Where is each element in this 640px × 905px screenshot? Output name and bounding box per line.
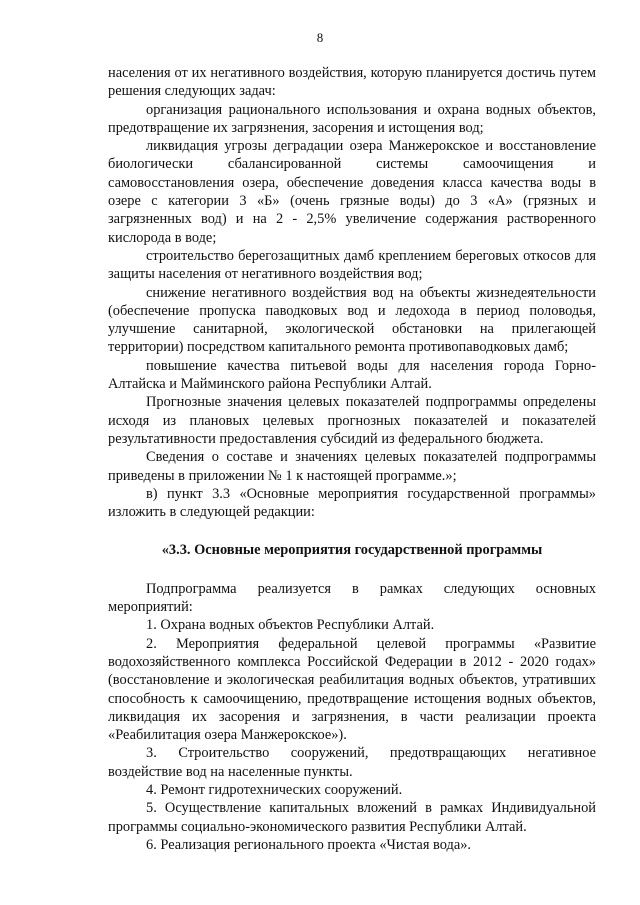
measure-item-5: 5. Осуществление капитальных вложений в рамках Индивидуальной программы социально-экономического развития Республики Алтай. [108,800,596,835]
paragraph-subprogram-intro: Подпрограмма реализуется в рамках следующих основных мероприятий: [108,580,596,616]
page-number: 8 [316,30,324,45]
measure-item-6: 6. Реализация регионального проекта «Чистая вода». [146,836,472,853]
paragraph-indicators-appendix: Сведения о составе и значениях целевых показателей подпрограммы приведены в приложении № 1 к настоящей программе.»; [108,449,596,484]
measure-item-4: 4. Ремонт гидротехнических сооружений. [146,781,403,798]
task-lake-manzherok-restoration: ликвидация угрозы деградации озера Манжерокское и восстановление биологически сбалансированной системы самоочищения и самовосстановления озера, обеспечение доведения класса качества воды в озере с категории 3 «Б» (очень грязные воды) до 3 «А» (грязных и загрязненных вод) и на 2 - 2,5% увеличение содержания растворенного кислорода в воде; [108,138,596,246]
paragraph-continuation: населения от их негативного воздействия, которую планируется достичь путем решения следующих задач: [108,65,596,100]
measure-item-2: 2. Мероприятия федеральной целевой программы «Развитие водохозяйственного комплекса Российской Федерации в 2012 - 2020 годах» (восстановление и экологическая реабилитация водных объектов, утративших способность к самоочищению, предотвращение истощения водных объектов, ликвидация их засорения и загрязнения, в части реализации проекта «Реабилитация озера Манжерокское»). [108,635,596,744]
measure-item-1: 1. Охрана водных объектов Республики Алтай. [146,617,435,634]
task-dam-construction: строительство берегозащитных дамб креплением береговых откосов для защиты населения от негативного воздействия вод; [108,247,596,283]
measure-item-3: 3. Строительство сооружений, предотвращающих негативное воздействие вод на населенные пункты. [108,745,596,780]
task-flood-impact-reduction: снижение негативного воздействия вод на объекты жизнедеятельности (обеспечение пропуска паводковых вод и ледохода в период половодья, улучшение санитарной, экологической обстановки на прилегающей территории) посредством капитального ремонта противопаводковых дамб; [108,284,596,356]
document-body [108,64,596,854]
section-title: «3.3. Основные мероприятия государственной программы [161,542,543,559]
task-drinking-water-quality: повышение качества питьевой воды для населения города Горно-Алтайска и Майминского района Республики Алтай. [108,357,596,393]
paragraph-amendment-3-3: в) пункт 3.3 «Основные мероприятия государственной программы» изложить в следующей редакции: [108,485,596,521]
task-water-use-protection: организация рационального использования и охрана водных объектов, предотвращение их загрязнения, засорения и истощения вод; [108,101,596,136]
paragraph-forecast-indicators: Прогнозные значения целевых показателей подпрограммы определены исходя из плановых целевых прогнозных показателей и показателей результативности предоставления субсидий из федерального бюджета. [108,394,596,447]
